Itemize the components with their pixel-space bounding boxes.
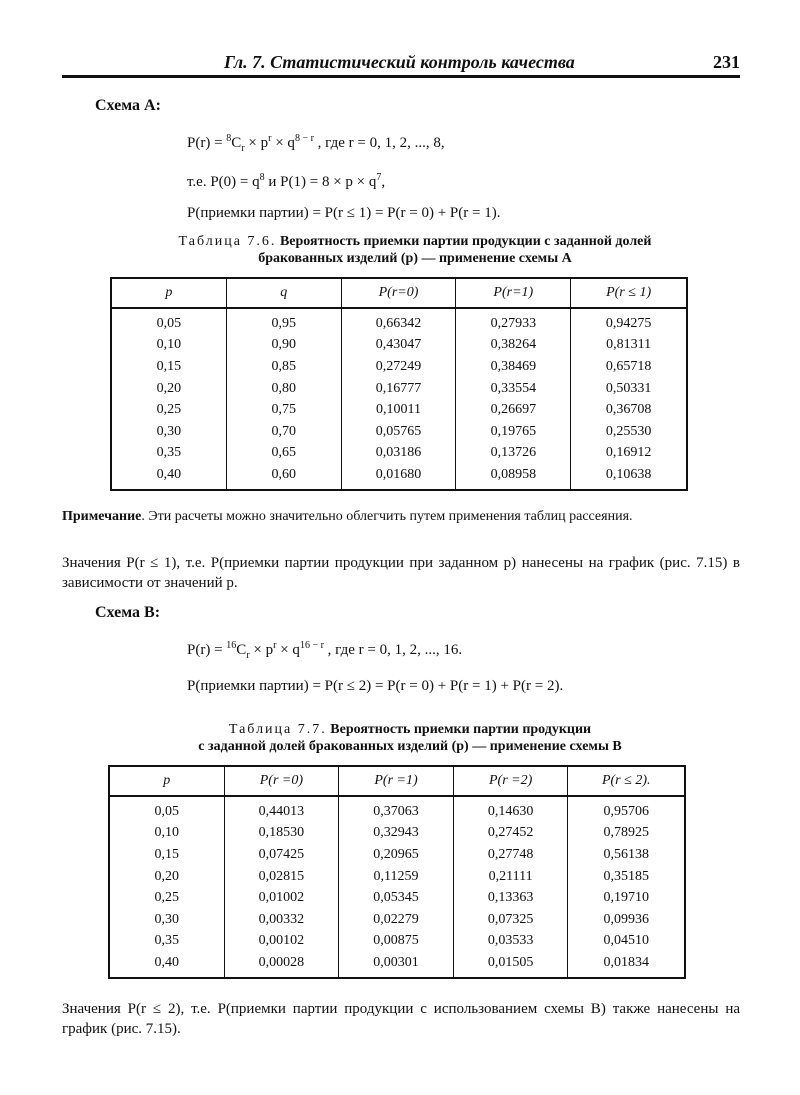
table-cell: 0,14630 (453, 796, 568, 823)
table-cell: 0,70 (226, 421, 341, 443)
table-cell: 0,27748 (453, 844, 568, 866)
table-b-caption: Таблица 7.7. Вероятность приемки партии продукции с заданной долей бракованных изделий (p) — применение схемы В (198, 722, 622, 754)
table-a-header-ple1: P(r ≤ 1) (571, 278, 687, 308)
table-cell: 0,94275 (571, 308, 687, 335)
table-cell: 0,25 (109, 887, 224, 909)
scheme-b-formula-1: $P(r) = ^{16}C_r \times p^r \times q^{16 - r}$ , где r = 0, 1, 2, ..., 16. (187, 640, 463, 661)
table-row (111, 464, 687, 490)
table-cell: 0,65 (226, 443, 341, 465)
table-row (111, 308, 687, 335)
table-row (111, 443, 687, 465)
table-row (111, 378, 687, 400)
table-cell: 0,44013 (224, 796, 339, 823)
table-row (109, 823, 685, 845)
table-cell: 0,03186 (341, 443, 456, 465)
table-cell: 0,35 (109, 931, 224, 953)
table-cell: 0,01834 (568, 952, 685, 978)
table-cell: 0,80 (226, 378, 341, 400)
table-a-header-p: p (111, 278, 226, 308)
table-cell: 0,10 (111, 335, 226, 357)
table-a-header-p0: P(r=0) (341, 278, 456, 308)
table-cell: 0,50331 (571, 378, 687, 400)
table-cell: 0,00301 (339, 952, 454, 978)
table-cell: 0,78925 (568, 823, 685, 845)
table-b-header-p2: P(r =2) (453, 766, 568, 796)
table-cell: 0,36708 (571, 399, 687, 421)
table-cell: 0,01002 (224, 887, 339, 909)
table-row (109, 796, 685, 823)
table-cell: 0,90 (226, 335, 341, 357)
table-cell: 0,00028 (224, 952, 339, 978)
table-a-caption: Таблица 7.6. Вероятность приемки партии продукции с заданной долей бракованных изделий (p) — применение схемы А (178, 234, 652, 266)
table-cell: 0,27249 (341, 356, 456, 378)
table-cell: 0,27452 (453, 823, 568, 845)
table-row (109, 866, 685, 888)
table-cell: 0,95 (226, 308, 341, 335)
scheme-a-formula-2: т.е. $P(0) = q^8$ и $P(1) = 8 \times p \times q^7$, (187, 172, 386, 190)
table-cell: 0,10 (109, 823, 224, 845)
table-cell: 0,05345 (339, 887, 454, 909)
scheme-a-formula-1: $P(r) = ^8C_r \times p^r \times q^{8 - r}$ , где r = 0, 1, 2, ..., 8, (187, 133, 445, 154)
table-cell: 0,20 (111, 378, 226, 400)
table-cell: 0,60 (226, 464, 341, 490)
table-cell: 0,15 (111, 356, 226, 378)
table-cell: 0,07425 (224, 844, 339, 866)
table-cell: 0,19710 (568, 887, 685, 909)
table-row (111, 356, 687, 378)
table-row (109, 844, 685, 866)
paragraph-2: Значения P(r ≤ 2), т.е. P(приемки партии продукции с использованием схемы В) также нанесены на график (рис. 7.15). (62, 1001, 740, 1037)
running-header-title: Гл. 7. Статистический контроль качества (224, 52, 575, 72)
table-cell: 0,16777 (341, 378, 456, 400)
table-row (109, 952, 685, 978)
table-cell: 0,35185 (568, 866, 685, 888)
table-cell: 0,03533 (453, 931, 568, 953)
table-cell: 0,10638 (571, 464, 687, 490)
scheme-b-formula-2: P(приемки партии) = P(r ≤ 2) = P(r = 0) + P(r = 1) + P(r = 2). (187, 678, 564, 694)
table-cell: 0,85 (226, 356, 341, 378)
table-a-body (111, 308, 687, 490)
table-cell: 0,21111 (453, 866, 568, 888)
table-row (111, 335, 687, 357)
table-b-header-p1: P(r =1) (339, 766, 454, 796)
table-cell: 0,30 (111, 421, 226, 443)
table-cell: 0,40 (109, 952, 224, 978)
header-rule (62, 75, 740, 78)
table-cell: 0,25530 (571, 421, 687, 443)
table-cell: 0,30 (109, 909, 224, 931)
table-cell: 0,81311 (571, 335, 687, 357)
table-cell: 0,43047 (341, 335, 456, 357)
table-cell: 0,19765 (456, 421, 571, 443)
table-cell: 0,56138 (568, 844, 685, 866)
table-cell: 0,09936 (568, 909, 685, 931)
table-row (111, 399, 687, 421)
table-cell: 0,26697 (456, 399, 571, 421)
table-b-body (109, 796, 685, 978)
table-cell: 0,27933 (456, 308, 571, 335)
table-cell: 0,66342 (341, 308, 456, 335)
note-paragraph: Примечание. Эти расчеты можно значительно облегчить путем применения таблиц рассеяния. (62, 509, 633, 524)
scheme-b-heading: Схема В: (95, 604, 161, 621)
table-cell: 0,00332 (224, 909, 339, 931)
table-b (108, 765, 686, 979)
table-cell: 0,33554 (456, 378, 571, 400)
table-cell: 0,65718 (571, 356, 687, 378)
table-row (109, 909, 685, 931)
table-cell: 0,75 (226, 399, 341, 421)
table-cell: 0,05 (111, 308, 226, 335)
table-b-header-ple2: P(r ≤ 2). (568, 766, 685, 796)
table-row (109, 887, 685, 909)
table-row (109, 931, 685, 953)
table-cell: 0,00102 (224, 931, 339, 953)
table-cell: 0,07325 (453, 909, 568, 931)
table-cell: 0,16912 (571, 443, 687, 465)
scheme-a-formula-3: P(приемки партии) = P(r ≤ 1) = P(r = 0) + P(r = 1). (187, 205, 501, 221)
table-cell: 0,18530 (224, 823, 339, 845)
scheme-a-heading: Схема А: (95, 97, 161, 114)
table-cell: 0,13726 (456, 443, 571, 465)
paragraph-1: Значения P(r ≤ 1), т.е. P(приемки партии продукции при заданном p) нанесены на график (рис. 7.15) в зависимости от значений p. (62, 555, 740, 591)
table-b-header-p0: P(r =0) (224, 766, 339, 796)
table-cell: 0,95706 (568, 796, 685, 823)
table-a-header-p1: P(r=1) (456, 278, 571, 308)
table-cell: 0,35 (111, 443, 226, 465)
table-cell: 0,38264 (456, 335, 571, 357)
table-cell: 0,05765 (341, 421, 456, 443)
table-cell: 0,13363 (453, 887, 568, 909)
table-a-header-q: q (226, 278, 341, 308)
table-cell: 0,38469 (456, 356, 571, 378)
table-cell: 0,10011 (341, 399, 456, 421)
page-number: 231 (713, 52, 740, 72)
table-cell: 0,15 (109, 844, 224, 866)
table-cell: 0,11259 (339, 866, 454, 888)
table-cell: 0,00875 (339, 931, 454, 953)
table-cell: 0,32943 (339, 823, 454, 845)
table-cell: 0,04510 (568, 931, 685, 953)
table-cell: 0,05 (109, 796, 224, 823)
table-row (111, 421, 687, 443)
table-cell: 0,02815 (224, 866, 339, 888)
table-cell: 0,20965 (339, 844, 454, 866)
table-cell: 0,20 (109, 866, 224, 888)
table-cell: 0,37063 (339, 796, 454, 823)
table-cell: 0,02279 (339, 909, 454, 931)
table-a (110, 277, 688, 491)
table-cell: 0,01505 (453, 952, 568, 978)
table-cell: 0,08958 (456, 464, 571, 490)
table-b-header-p: p (109, 766, 224, 796)
table-cell: 0,25 (111, 399, 226, 421)
table-cell: 0,40 (111, 464, 226, 490)
table-cell: 0,01680 (341, 464, 456, 490)
